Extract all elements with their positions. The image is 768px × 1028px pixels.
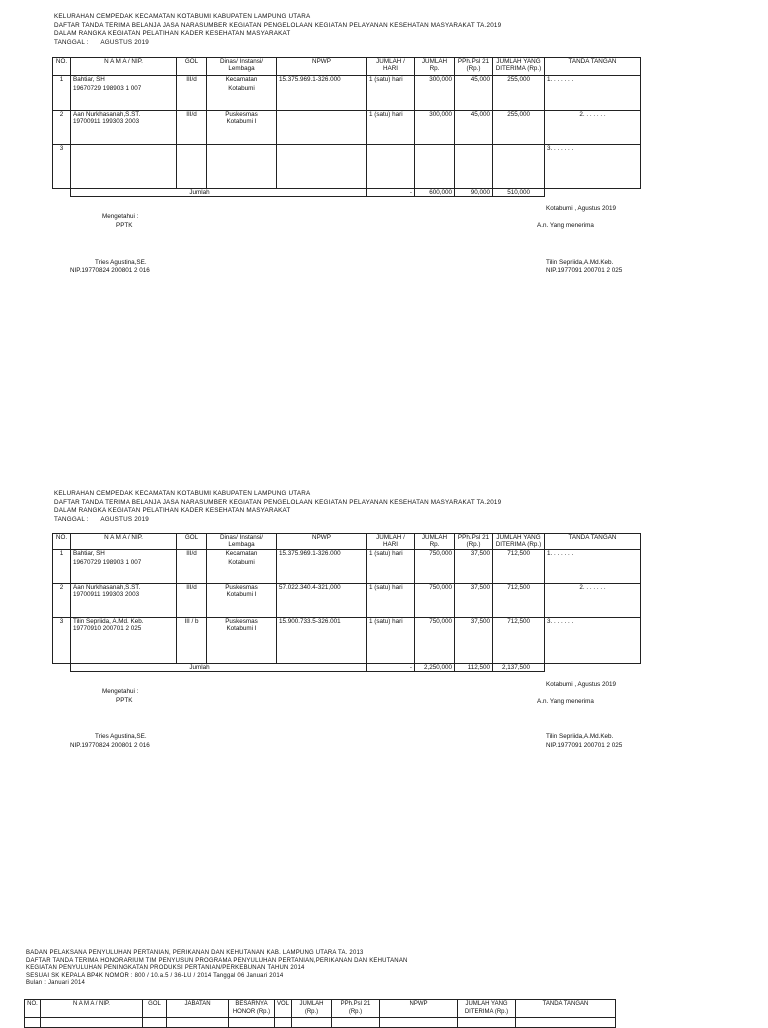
table-cell <box>167 1018 229 1028</box>
table-cell <box>493 145 545 189</box>
header-date: TANGGAL : AGUSTUS 2019 <box>54 38 150 46</box>
document-header-2: KELURAHAN CEMPEDAK KECAMATAN KOTABUMI KABUPATEN LAMPUNG UTARA DAFTAR TANDA TERIMA BELANJA JASA NARASUMBER KEGIATAN PENGELOLAAN KEGIATAN PELAYANAN KESEHATAN MASYARAKAT TA.2019 DALAM RANGKA KEGIATAN PELATIHAN KADER KESEHATAN MASYARAKAT TANGGAL : AGUSTUS 2019 <box>54 490 502 523</box>
table-cell: 45,000 <box>455 76 493 111</box>
table-row <box>53 145 641 189</box>
table-cell: 712,500 <box>493 550 545 584</box>
column-header: N A M A / NIP. <box>41 1000 143 1018</box>
table-cell: 3 <box>53 618 71 664</box>
table-cell: 750,000 <box>415 618 455 664</box>
right-signer-name: Tilin Sepriida,A.Md.Keb. <box>546 259 614 266</box>
table-cell: 712,500 <box>493 618 545 664</box>
table-cell: 1 (satu) hari <box>367 618 415 664</box>
table-cell: Jumlah <box>71 664 367 672</box>
table-cell <box>516 1018 616 1028</box>
column-header: PPh.Psl 21 (Rp.) <box>455 534 493 550</box>
col-no: NO. <box>53 58 71 76</box>
table-cell: 45,000 <box>455 111 493 145</box>
table-cell <box>71 145 177 189</box>
signature-slot: 1. . . . . . . <box>545 76 641 111</box>
col-ttd: TANDA TANGAN <box>545 58 641 76</box>
document-header-1 <box>54 13 501 47</box>
table-cell: 57.022.340.4-321,000 <box>277 584 367 618</box>
table-cell <box>177 145 207 189</box>
table-cell <box>380 1018 458 1028</box>
table-cell: 1 (satu) hari <box>367 550 415 584</box>
col-jumlah-hari: JUMLAH / HARI <box>367 58 415 76</box>
right-signer-nip: NIP.1977091 200701 2 025 <box>546 267 623 274</box>
signature-slot: 2. . . . . . . <box>545 111 641 145</box>
table-cell: 1 <box>53 550 71 584</box>
table-cell <box>458 1018 516 1028</box>
bottom-line-3: KEGIATAN PENYULUHAN PENINGKATAN PRODUKSI PERTANIAN/PERKEBUNAN TAHUN 2014 <box>26 965 305 972</box>
header-line-1: KELURAHAN CEMPEDAK KECAMATAN KOTABUMI KABUPATEN LAMPUNG UTARA <box>54 13 311 20</box>
table-cell: 15.900.733.5-326.001 <box>277 618 367 664</box>
table-cell: 37,500 <box>455 618 493 664</box>
table-row <box>53 550 641 584</box>
mengetahui-label: Mengetahui : <box>102 213 139 220</box>
table-row <box>53 584 641 618</box>
table-cell: 2 <box>53 111 71 145</box>
table-cell: 112,500 <box>455 664 493 672</box>
table-cell: III/d <box>177 111 207 145</box>
table-cell: Jumlah <box>71 189 367 197</box>
table-cell <box>545 664 641 672</box>
col-npwp: NPWP <box>277 58 367 76</box>
table-cell <box>332 1018 380 1028</box>
table-cell <box>25 1018 41 1028</box>
table-cell <box>277 145 367 189</box>
column-header: NO. <box>25 1000 41 1018</box>
table-cell <box>292 1018 332 1028</box>
signature-slot: 3. . . . . . . <box>545 618 641 664</box>
table-cell: 510,000 <box>493 189 545 197</box>
table-cell <box>207 145 277 189</box>
bottom-line-5: Bulan : Januari 2014 <box>26 980 86 987</box>
table-cell: 712,500 <box>493 584 545 618</box>
table-cell: Puskesmas Kotabumi I <box>207 111 277 145</box>
table-cell: 1 (satu) hari <box>367 111 415 145</box>
table-cell: 255,000 <box>493 111 545 145</box>
receipt-table-2 <box>52 533 641 672</box>
table-cell <box>53 664 71 672</box>
column-header: JUMLAH YANG DITERIMA (Rp.) <box>493 534 545 550</box>
table-cell: 90,000 <box>455 189 493 197</box>
table-cell: 2 <box>53 584 71 618</box>
table-cell <box>415 145 455 189</box>
column-header: NO. <box>53 534 71 550</box>
table-cell: 600,000 <box>415 189 455 197</box>
table-cell: 3 <box>53 145 71 189</box>
table-cell <box>367 145 415 189</box>
table-cell: III/d <box>177 584 207 618</box>
table-cell: Tilin Sepriida, A.Md. Keb. 19770910 200701 2 025 <box>71 618 177 664</box>
total-row <box>53 189 641 197</box>
pptk-label: PPTK <box>116 222 133 229</box>
table-cell <box>143 1018 167 1028</box>
total-row <box>53 664 641 672</box>
col-diterima: JUMLAH YANG DITERIMA (Rp.) <box>493 58 545 76</box>
table-cell: 2,250,000 <box>415 664 455 672</box>
col-pph: PPh.Psl 21 (Rp.) <box>455 58 493 76</box>
signature-slot: 1. . . . . . . <box>545 550 641 584</box>
header-line-2: DAFTAR TANDA TERIMA BELANJA JASA NARASUMBER KEGIATAN PENGELOLAAN KEGIATAN PELAYANAN KESEHATAN MASYARAKAT TA.2019 <box>54 21 502 29</box>
table-cell: Aan Nurkhasanah,S.ST. 19700911 199303 2003 <box>71 584 177 618</box>
bottom-line-1: BADAN PELAKSANA PENYULUHAN PERTANIAN, PERIKANAN DAN KEHUTANAN KAB. LAMPUNG UTARA TA. 2013 <box>26 950 364 956</box>
column-header: JUMLAH Rp. <box>415 534 455 550</box>
table-cell: 2,137,500 <box>493 664 545 672</box>
column-header: BESARNYA HONOR (Rp.) <box>229 1000 275 1018</box>
table-cell: Puskesmas Kotabumi I <box>207 618 277 664</box>
table-cell: III/d <box>177 550 207 584</box>
column-header: GOL <box>143 1000 167 1018</box>
column-header: Dinas/ Instansi/ Lembaga <box>207 534 277 550</box>
table-cell: 750,000 <box>415 550 455 584</box>
table-cell: Bahtiar, SH 19670729 198903 1 007 <box>71 76 177 111</box>
column-header: NPWP <box>277 534 367 550</box>
column-header: TANDA TANGAN <box>545 534 641 550</box>
table-cell <box>455 145 493 189</box>
table-cell: - <box>367 664 415 672</box>
table-cell <box>41 1018 143 1028</box>
column-header: PPh.Psl 21 (Rp.) <box>332 1000 380 1018</box>
document-header-3 <box>26 950 408 988</box>
bottom-line-4: SESUAI SK KEPALA BP4K NOMOR : 800 / 10.a.5 / 36-LU / 2014 Tanggal 06 Januari 2014 <box>26 972 284 979</box>
column-header: JUMLAH (Rp.) <box>292 1000 332 1018</box>
bottom-line-2: DAFTAR TANDA TERIMA HONORARIUM TIM PENYUSUN PROGRAMA PENYULUHAN PERTANIAN,PERIKANAN DAN KEHUTANAN <box>26 957 408 964</box>
column-header: GOL <box>177 534 207 550</box>
table-cell <box>277 111 367 145</box>
table-cell: - <box>367 189 415 197</box>
col-gol: GOL <box>177 58 207 76</box>
column-header: TANDA TANGAN <box>516 1000 616 1018</box>
col-nama: N A M A / NIP. <box>71 58 177 76</box>
table-cell <box>229 1018 275 1028</box>
header-line-3: DALAM RANGKA KEGIATAN PELATIHAN KADER KESEHATAN MASYARAKAT <box>54 30 291 38</box>
table-cell <box>53 189 71 197</box>
receipt-table-1 <box>52 57 641 197</box>
table-cell: 15.375.969.1-326.000 <box>277 76 367 111</box>
left-signer-nip: NIP.19770824 200801 2 016 <box>70 267 150 274</box>
table-cell: 1 <box>53 76 71 111</box>
table-cell: Puskesmas Kotabumi I <box>207 584 277 618</box>
table-cell: 37,500 <box>455 550 493 584</box>
table-cell: 1 (satu) hari <box>367 76 415 111</box>
table-cell: Kecamatan Kotabumi <box>207 550 277 584</box>
table-cell: Kecamatan Kotabumi <box>207 76 277 111</box>
signature-slot: 3. . . . . . . <box>545 145 641 189</box>
table-cell: III/d <box>177 76 207 111</box>
column-header: VOL <box>275 1000 292 1018</box>
table-cell: Aan Nurkhasanah,S.ST. 19700911 199303 2003 <box>71 111 177 145</box>
an-label: A.n. Yang menerima <box>537 222 594 229</box>
table-cell: 15.375.969.1-326.000 <box>277 550 367 584</box>
table-cell: 255,000 <box>493 76 545 111</box>
column-header: JUMLAH / HARI <box>367 534 415 550</box>
table-cell: 300,000 <box>415 76 455 111</box>
col-jumlah-rp: JUMLAH Rp. <box>415 58 455 76</box>
table-cell <box>275 1018 292 1028</box>
table-cell: 750,000 <box>415 584 455 618</box>
left-signer-name: Tries Agustina,SE. <box>95 259 147 266</box>
table-cell: III / b <box>177 618 207 664</box>
table-cell: 1 (satu) hari <box>367 584 415 618</box>
table-row <box>53 111 641 145</box>
column-header: JUMLAH YANG DITERIMA (Rp.) <box>458 1000 516 1018</box>
column-header: JABATAN <box>167 1000 229 1018</box>
table-row <box>53 76 641 111</box>
table-cell: Bahtiar, SH 19670729 198903 1 007 <box>71 550 177 584</box>
table-cell: 37,500 <box>455 584 493 618</box>
column-header: NPWP <box>380 1000 458 1018</box>
col-dinas: Dinas/ Instansi/ Lembaga <box>207 58 277 76</box>
signature-slot: 2. . . . . . . <box>545 584 641 618</box>
table-row <box>53 618 641 664</box>
table-cell: 300,000 <box>415 111 455 145</box>
column-header: N A M A / NIP. <box>71 534 177 550</box>
table-cell <box>545 189 641 197</box>
place-date: Kotabumi , Agustus 2019 <box>546 205 617 212</box>
